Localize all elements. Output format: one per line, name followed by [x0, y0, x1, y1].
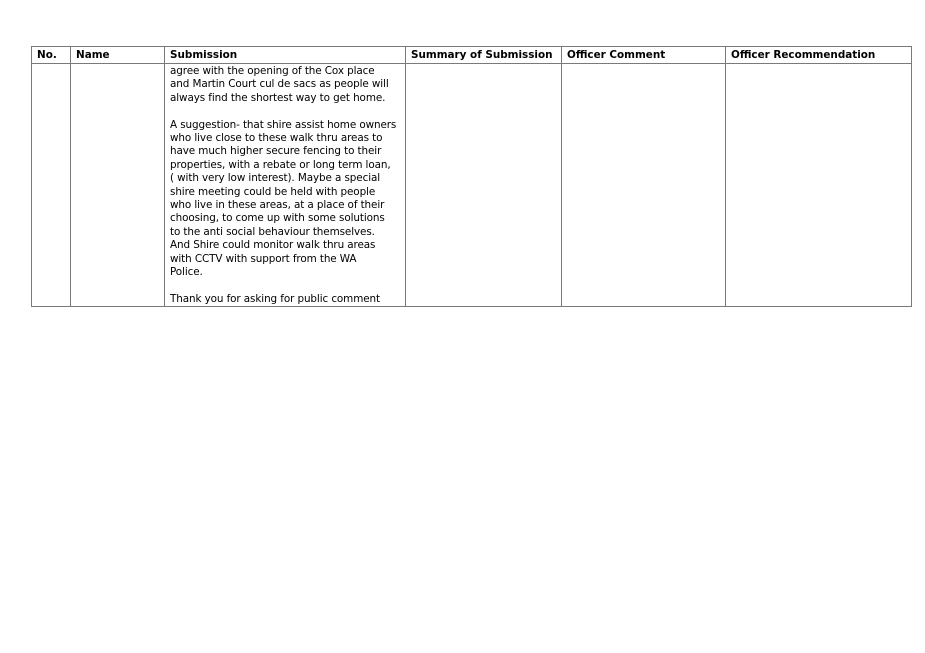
table-row	[32, 64, 912, 307]
cell-summary-of-submission	[406, 64, 562, 307]
table-header-row	[32, 47, 912, 64]
header-submission: Submission	[165, 47, 406, 64]
submissions-table	[31, 46, 912, 307]
header-officer-recommendation: Officer Recommendation	[726, 47, 912, 64]
header-officer-comment: Officer Comment	[562, 47, 726, 64]
header-no: No.	[32, 47, 71, 64]
cell-officer-recommendation	[726, 64, 912, 307]
cell-no	[32, 64, 71, 307]
header-name: Name	[71, 47, 165, 64]
cell-officer-comment	[562, 64, 726, 307]
cell-name	[71, 64, 165, 307]
submission-paragraph-1: agree with the opening of the Cox place and Martin Court cul de sacs as people will always find the shortest way to get home.	[170, 65, 389, 104]
submission-paragraph-3: Thank you for asking for public comment	[170, 292, 380, 305]
cell-submission	[165, 64, 406, 307]
submission-paragraph-2: A suggestion- that shire assist home owners who live close to these walk thru areas to have much higher secure fencing to their properties, with a rebate or long term loan, ( with very low interest). Maybe a special shire meeting could be held with people who live in these areas, at a place of their choosing, to come up with some solutions to the anti social behaviour themselves. And Shire could monitor walk thru areas with CCTV with support from the WA Police.	[170, 118, 397, 279]
header-summary-of-submission: Summary of Submission	[406, 47, 562, 64]
